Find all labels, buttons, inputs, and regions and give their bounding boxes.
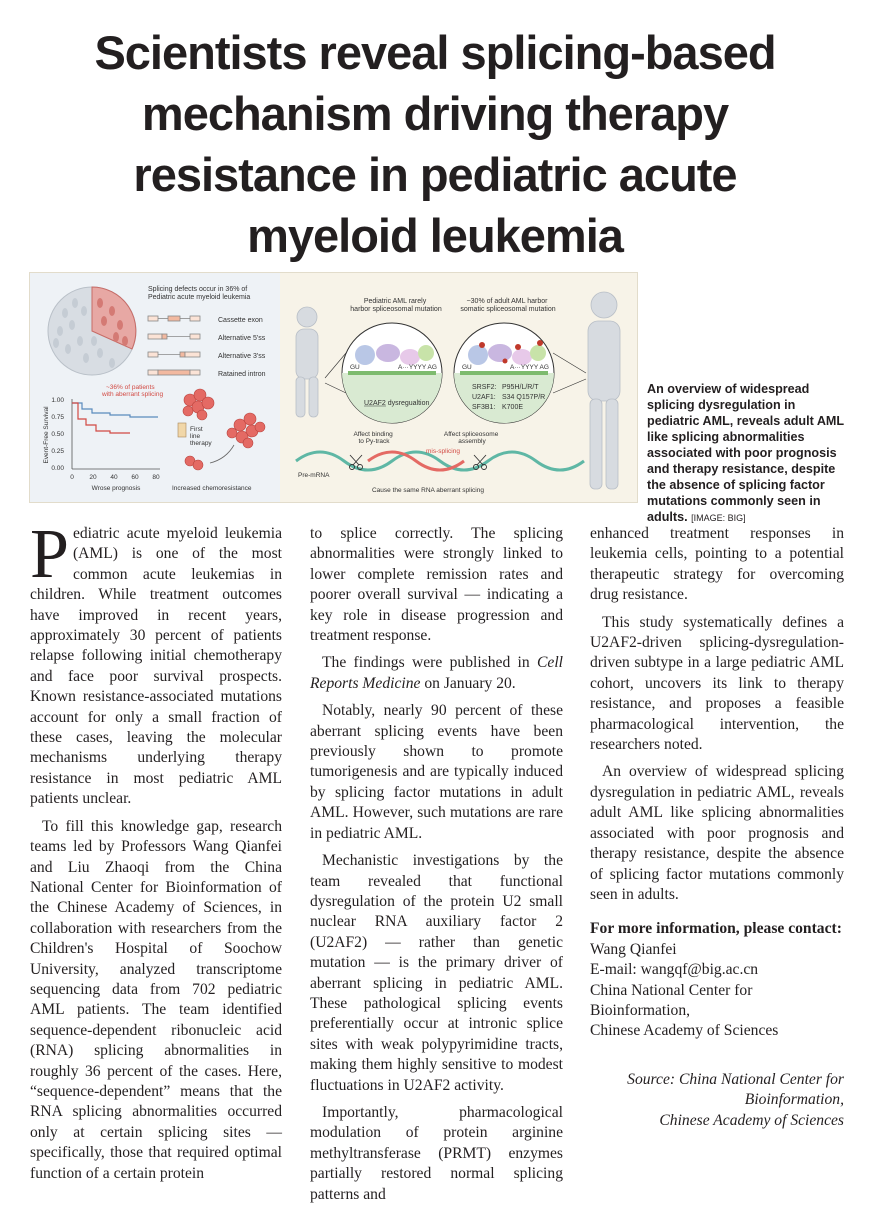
- pediatric-title: [350, 298, 442, 313]
- affect-left: [353, 431, 394, 445]
- headline-line: mechanism driving therapy: [141, 87, 729, 140]
- headline-line: Scientists reveal splicing-based: [94, 26, 776, 79]
- source-line: Bioinformation,: [744, 1091, 844, 1109]
- pie-title-line1: Splicing defects occur in 36% of: [148, 286, 248, 293]
- km-xtick: 0: [70, 474, 74, 481]
- source-credit: [590, 1070, 844, 1131]
- ag-right: A···YYYY AG: [510, 364, 549, 371]
- affect-right-line2: assembly: [458, 438, 486, 445]
- paragraph: to splice correctly. The splicing abnormalities were strongly linked to lower complete remission rates and poorer overall survival — indicating a key role in disease progression and treatment response.: [310, 525, 563, 645]
- therapy-label-line2: line: [190, 433, 201, 440]
- km-annotation: [101, 384, 163, 398]
- cell-pie: [48, 287, 136, 375]
- headline-line: myeloid leukemia: [247, 209, 623, 262]
- source-line: Source: China National Center for: [627, 1070, 844, 1088]
- therapy-label-line1: First: [190, 426, 203, 433]
- body-column-1: [30, 516, 282, 1191]
- pie-title: [148, 286, 250, 301]
- paragraph-text: on January 20.: [420, 674, 516, 692]
- pediatric-title-line2: harbor spliceosomal mutation: [350, 306, 442, 313]
- contact-block: [590, 919, 844, 1041]
- paragraph: Notably, nearly 90 percent of these aberrant splicing events have been previously shown to promote tumorigenesis and are typically induced by splicing factor mutations in adult AML. However, such mutations are rare in pediatric AML.: [310, 702, 563, 842]
- journal-name: Cell Reports Medicine: [310, 654, 563, 692]
- chemo-label: Increased chemoresistance: [172, 485, 252, 492]
- km-xtick: 60: [131, 474, 139, 481]
- contact-name: Wang Qianfei: [590, 940, 677, 958]
- paragraph: enhanced treatment responses in leukemia cells, pointing to a potential therapeutic strategy for overcoming drug resistance.: [590, 525, 844, 604]
- km-ytick: 1.00: [51, 397, 64, 404]
- km-annotation-line2: with aberrant splicing: [102, 391, 164, 398]
- caption-text: An overview of widespread splicing dysregulation in pediatric AML, reveals adult AML like splicing abnormalities associated with poor prognosis and therapy resistance, despite the absence of splicing factor mutations commonly seen in adults.: [647, 382, 844, 524]
- splice-type-label: Alternative 3'ss: [218, 353, 266, 360]
- headline-line: resistance in pediatric acute: [133, 148, 737, 201]
- pediatric-title-line1: Pediatric AML rarely: [363, 298, 427, 305]
- km-ytick: 0.00: [51, 465, 64, 472]
- paragraph-text: The findings were published in: [322, 654, 537, 672]
- contact-label: For more information, please contact:: [590, 920, 842, 938]
- caption-credit: [IMAGE: BIG]: [691, 513, 746, 523]
- figure-caption: [647, 381, 847, 526]
- km-xtick: 80: [152, 474, 160, 481]
- gu-left: GU: [350, 364, 360, 371]
- paragraph: Mechanistic investigations by the team revealed that functional dysregulation of the protein U2 small nuclear RNA auxiliary factor 2 (U2AF2) — rather than genetic mutation — is the primary driver of aberrant splicing in pediatric AML. These pathological splicing events preferentially occur at intronic splice sites with weak polypyrimidine tracts, making them highly sensitive to modest fluctuations in U2AF2 activity.: [310, 852, 563, 1094]
- bottom-label: Cause the same RNA aberrant splicing: [371, 487, 485, 494]
- pediatric-magnifier: [342, 323, 442, 423]
- paragraph: This study systematically defines a U2AF2-driven splicing-dysregulation-driven subtype in a large pediatric AML cohort, uncovers its link to therapy resistance, and proposes a feasible pharmacological intervention, the researchers noted.: [590, 613, 844, 754]
- mutation-variant: S34 Q157P/R: [502, 394, 546, 401]
- km-ytick: 0.50: [51, 431, 64, 438]
- paragraph: Importantly, pharmacological modulation of protein arginine methyltransferase (PRMT) enzymes partially restored normal splicing patterns and: [310, 1103, 563, 1203]
- headline: [40, 22, 830, 266]
- splice-type-label: Ratained intron: [218, 371, 266, 378]
- body-column-2: [310, 524, 563, 1212]
- km-ylabel: Event-Free Survival: [43, 406, 50, 464]
- adult-title-line1: ~30% of adult AML harbor: [466, 298, 548, 305]
- overview-figure: [29, 272, 638, 503]
- premrna-label: Pre-mRNA: [298, 472, 330, 479]
- km-annotation-line1: ~36% of patients: [106, 384, 155, 391]
- missplicing-label: mis-splicing: [426, 448, 460, 455]
- body-column-3: [590, 524, 844, 1131]
- paragraph: [30, 516, 282, 810]
- paragraph: An overview of widespread splicing dysregulation in pediatric AML, reveals adult AML like splicing abnormalities associated with poor prognosis and therapy resistance, despite the absence of splicing factor mutations commonly seen in adults.: [590, 763, 844, 903]
- paragraph: To fill this knowledge gap, research teams led by Professors Wang Qianfei and Liu Zhaoqi from the China National Center for Bioinformation of the Chinese Academy of Sciences, in collaboration with researchers from the Children's Hospital of Soochow University, analyzed transcriptome sequencing data from 702 pediatric AML patients. The team identified sequence-dependent ribonucleic acid (RNA) splicing abnormalities in roughly 36 percent of the cases. Here, “sequence-dependent” means that the RNA splicing abnormalities occurred only at certain splicing sites — specifically, those that required optimal function of a certain protein: [30, 817, 282, 1182]
- km-ytick: 0.75: [51, 414, 64, 421]
- adult-title-line2: somatic spliceosomal mutation: [460, 306, 556, 313]
- u2af2-label: U2AF2 dysregualtion: [364, 400, 430, 407]
- paragraph-text: ediatric acute myeloid leukemia (AML) is one of the most common acute leukemias in children. While treatment outcomes have improved in recent years, approximately 30 percent of patients relapse following initial chemotherapy and face poor survival prospects. Known resistance-associated mutations account for only a small fraction of these cases, leaving the molecular mechanisms underlying therapy resistance in most pediatric AML patients unclear.: [30, 525, 282, 808]
- ag-left: A···YYYY AG: [398, 364, 437, 371]
- pie-title-line2: Pediatric acute myeloid leukemia: [148, 294, 251, 301]
- therapy-label-line3: therapy: [190, 440, 212, 447]
- km-xtick: 20: [89, 474, 97, 481]
- mutation-variant: K700E: [502, 404, 524, 411]
- mutation-variant: P95H/L/R/T: [502, 384, 539, 391]
- km-xtick: 40: [110, 474, 118, 481]
- mutation-gene: SRSF2:: [472, 384, 497, 391]
- affect-left-line2: to Py-track: [358, 438, 390, 445]
- mutation-gene: U2AF1:: [472, 394, 496, 401]
- mutation-gene: SF3B1:: [472, 404, 496, 411]
- gu-right: GU: [462, 364, 472, 371]
- source-line: Chinese Academy of Sciences: [659, 1111, 844, 1129]
- splice-type-label: Cassette exon: [218, 317, 263, 324]
- therapy-bag-icon: [178, 423, 186, 437]
- figure-illustration: [30, 273, 637, 502]
- splice-type-label: Alternative 5'ss: [218, 335, 266, 342]
- adult-title: [460, 298, 555, 313]
- paragraph: [310, 653, 563, 694]
- contact-org: China National Center for Bioinformation,: [590, 981, 753, 1019]
- km-xlabel: Wrose prognosis: [91, 485, 141, 492]
- affect-right-line1: Affect spliceosome: [443, 431, 499, 438]
- contact-email[interactable]: E-mail: wangqf@big.ac.cn: [590, 961, 759, 979]
- km-ytick: 0.25: [51, 448, 64, 455]
- drop-cap: P: [30, 516, 69, 593]
- contact-org: Chinese Academy of Sciences: [590, 1022, 779, 1040]
- affect-left-line1: Affect binding: [353, 431, 393, 438]
